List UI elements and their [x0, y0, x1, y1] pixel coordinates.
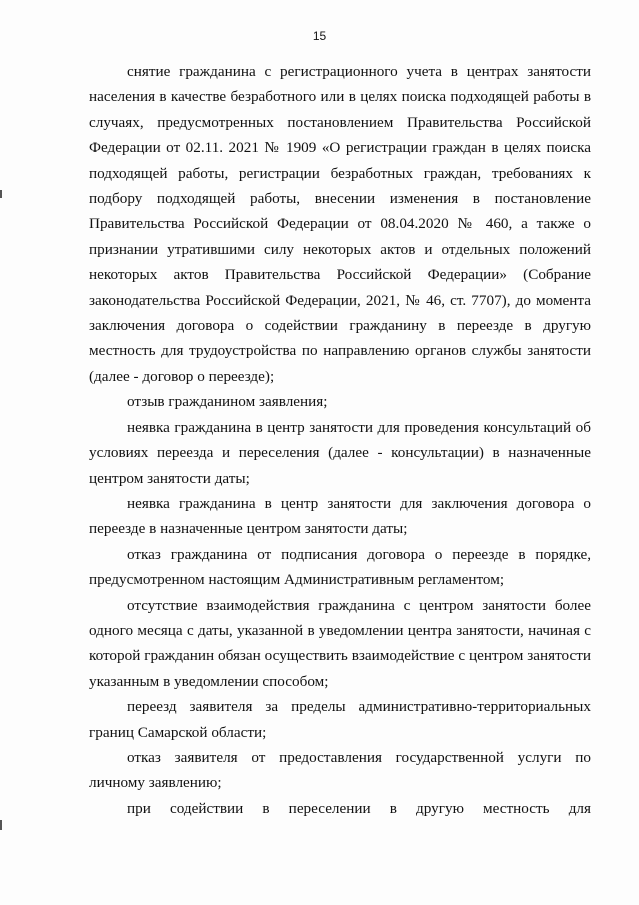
paragraph-no-interaction: отсутствие взаимодействия гражданина с центром занятости более одного месяца с даты, указанной в уведомлении центра занятости, начиная с которой гражданин обязан осуществить взаимодействие с центром занятости указанным в уведомлении способом; — [89, 596, 591, 690]
paragraph-resettlement-assistance: при содействии в переселении в другую местность для — [127, 799, 591, 817]
paragraph-refusal-of-service: отказ заявителя от предоставления государственной услуги по личному заявлению; — [89, 748, 591, 792]
paragraph-refusal-to-sign: отказ гражданина от подписания договора о переезде в порядке, предусмотренном настоящим Административным регламентом; — [89, 545, 591, 589]
paragraph-relocation-outside-region: переезд заявителя за пределы административно-территориальных границ Самарской области; — [89, 698, 591, 741]
paragraph-no-show-contract: неявка гражданина в центр занятости для заключения договора о переезде в назначенные центром занятости даты; — [89, 494, 591, 538]
page-number: 15 — [312, 29, 327, 43]
paragraph-application-withdrawal: отзыв гражданином заявления; — [127, 393, 328, 411]
scan-edge-mark — [0, 190, 2, 198]
page-body — [89, 59, 591, 821]
scan-edge-mark — [0, 820, 2, 830]
paragraph-no-show-consultations: неявка гражданина в центр занятости для проведения консультаций об условиях переезда и переселения (далее - консультации) в назначенные центром занятости даты; — [89, 418, 591, 487]
paragraph-deregistration: снятие гражданина с регистрационного учета в центрах занятости населения в качестве безработного или в целях поиска подходящей работы в случаях, предусмотренных постановлением Правительства Российской Федерации от 02.11. 2021 № 1909 «О регистрации граждан в целях поиска подходящей работы, регистрации безработных граждан, требованиях к подбору подходящей работы, внесении изменения в постановление Правительства Российской Федерации от 08.04.2020 № 460, а также о признании утратившими силу некоторых актов и отдельных положений некоторых актов Правительства Российской Федерации» (Собрание законодательства Российской Федерации, 2021, № 46, ст. 7707), до момента заключения договора о содействии гражданину в переезде в другую местность для трудоустройства по направлению органов службы занятости (далее - договор о переезде); — [89, 63, 591, 385]
